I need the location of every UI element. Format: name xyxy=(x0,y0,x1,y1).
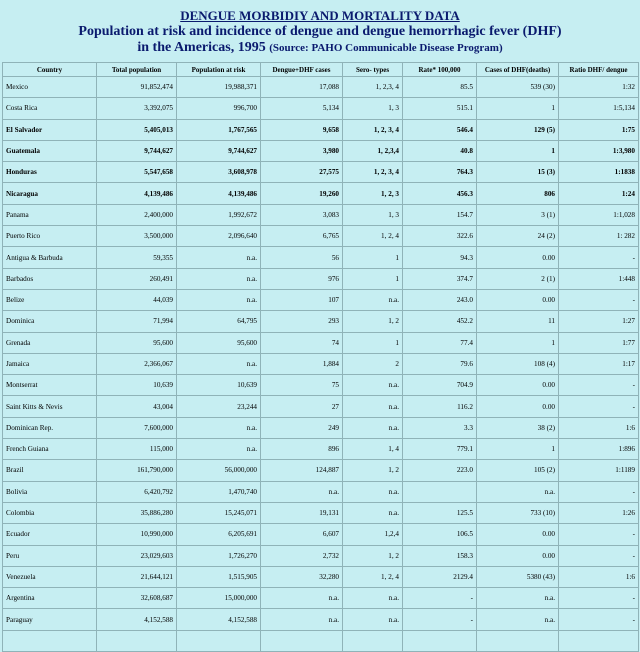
column-header: Cases of DHF(deaths) xyxy=(477,63,559,77)
table-cell: 1, 2 xyxy=(343,460,403,481)
table-cell: 9,744,627 xyxy=(97,140,177,161)
table-cell: - xyxy=(559,609,639,630)
page-title: DENGUE MORBIDIY AND MORTALITY DATA xyxy=(180,8,460,23)
table-cell xyxy=(97,630,177,651)
table-cell: 79.6 xyxy=(403,353,477,374)
table-cell: 124,887 xyxy=(261,460,343,481)
table-cell: 125.5 xyxy=(403,502,477,523)
table-row xyxy=(3,588,639,609)
table-cell: n.a. xyxy=(261,609,343,630)
table-cell: 56 xyxy=(261,247,343,268)
table-cell: 2 xyxy=(343,353,403,374)
table-cell: 0.00 xyxy=(477,247,559,268)
table-cell: n.a. xyxy=(477,588,559,609)
table-body xyxy=(3,77,639,652)
table-row xyxy=(3,268,639,289)
table-cell: 1:6 xyxy=(559,417,639,438)
table-cell: Nicaragua xyxy=(3,183,97,204)
table-row xyxy=(3,183,639,204)
table-cell: 1 xyxy=(477,140,559,161)
column-header: Population at risk xyxy=(177,63,261,77)
table-cell: Barbados xyxy=(3,268,97,289)
table-cell: 9,658 xyxy=(261,119,343,140)
table-cell: 75 xyxy=(261,375,343,396)
table-cell: - xyxy=(559,588,639,609)
table-cell: 896 xyxy=(261,439,343,460)
table-cell: 1:32 xyxy=(559,77,639,98)
table-cell: Guatemala xyxy=(3,140,97,161)
table-cell: 249 xyxy=(261,417,343,438)
table-cell: 3,392,075 xyxy=(97,98,177,119)
table-cell: 1,726,270 xyxy=(177,545,261,566)
table-cell: 1, 2, 4 xyxy=(343,566,403,587)
table-cell: 546.4 xyxy=(403,119,477,140)
table-cell: 0.00 xyxy=(477,396,559,417)
table-cell: 95,600 xyxy=(177,332,261,353)
table-cell: 38 (2) xyxy=(477,417,559,438)
table-cell: 5,405,013 xyxy=(97,119,177,140)
table-cell: 1 xyxy=(343,247,403,268)
table-cell: 1, 3 xyxy=(343,204,403,225)
table-cell: 91,852,474 xyxy=(97,77,177,98)
table-cell: 1, 2, 4 xyxy=(343,226,403,247)
table-cell: 74 xyxy=(261,332,343,353)
table-cell: 95,600 xyxy=(97,332,177,353)
table-cell: 1, 2,3, 4 xyxy=(343,77,403,98)
table-cell: 1,515,905 xyxy=(177,566,261,587)
table-cell: 4,139,486 xyxy=(177,183,261,204)
table-cell: 2,366,067 xyxy=(97,353,177,374)
table-cell: 1:3,980 xyxy=(559,140,639,161)
table-row xyxy=(3,502,639,523)
page-header xyxy=(0,0,640,56)
table-cell: 1:1838 xyxy=(559,162,639,183)
table-cell: 1, 2, 3 xyxy=(343,183,403,204)
column-header: Country xyxy=(3,63,97,77)
table-cell: 1, 2 xyxy=(343,545,403,566)
table-cell: 779.1 xyxy=(403,439,477,460)
table-cell: - xyxy=(403,588,477,609)
table-cell: 1:17 xyxy=(559,353,639,374)
table-cell xyxy=(177,630,261,651)
table-cell: - xyxy=(559,545,639,566)
table-cell: 10,990,000 xyxy=(97,524,177,545)
table-cell: 2,732 xyxy=(261,545,343,566)
table-cell: Argentina xyxy=(3,588,97,609)
table-cell: 6,607 xyxy=(261,524,343,545)
table-cell: Dominica xyxy=(3,311,97,332)
table-cell: Dominican Rep. xyxy=(3,417,97,438)
table-cell: 2129.4 xyxy=(403,566,477,587)
table-cell: 456.3 xyxy=(403,183,477,204)
column-header: Total population xyxy=(97,63,177,77)
table-cell: Belize xyxy=(3,289,97,310)
table-cell: Costa Rica xyxy=(3,98,97,119)
table-cell: n.a. xyxy=(177,268,261,289)
source-note: (Source: PAHO Communicable Disease Program) xyxy=(269,42,503,54)
table-cell: 1, 3 xyxy=(343,98,403,119)
table-cell: - xyxy=(403,609,477,630)
table-cell: 56,000,000 xyxy=(177,460,261,481)
table-cell: 1 xyxy=(477,439,559,460)
table-cell: n.a. xyxy=(343,588,403,609)
table-cell: 1:1189 xyxy=(559,460,639,481)
table-row xyxy=(3,226,639,247)
table-cell: n.a. xyxy=(343,609,403,630)
table-cell: 2,096,640 xyxy=(177,226,261,247)
table-cell: n.a. xyxy=(177,247,261,268)
table-row xyxy=(3,311,639,332)
table-row xyxy=(3,375,639,396)
table-cell: n.a. xyxy=(477,609,559,630)
table-row xyxy=(3,204,639,225)
table-row xyxy=(3,566,639,587)
table-cell: - xyxy=(559,481,639,502)
table-cell: n.a. xyxy=(261,481,343,502)
table-cell: n.a. xyxy=(343,502,403,523)
column-header: Ratio DHF/ dengue xyxy=(559,63,639,77)
table-cell: 23,244 xyxy=(177,396,261,417)
table-cell: 24 (2) xyxy=(477,226,559,247)
table-cell: n.a. xyxy=(177,353,261,374)
table-cell: 9,744,627 xyxy=(177,140,261,161)
table-cell: n.a. xyxy=(343,396,403,417)
table-row xyxy=(3,353,639,374)
table-cell: 1, 2,3,4 xyxy=(343,140,403,161)
table-row xyxy=(3,162,639,183)
table-cell: 0.00 xyxy=(477,375,559,396)
table-cell: French Guiana xyxy=(3,439,97,460)
table-cell: Peru xyxy=(3,545,97,566)
table-cell: 3,083 xyxy=(261,204,343,225)
table-cell: 85.5 xyxy=(403,77,477,98)
table-cell: 1, 2 xyxy=(343,311,403,332)
table-cell: 1,2,4 xyxy=(343,524,403,545)
table-row xyxy=(3,140,639,161)
table-cell: Mexico xyxy=(3,77,97,98)
table-cell: 1,992,672 xyxy=(177,204,261,225)
table-cell: 452.2 xyxy=(403,311,477,332)
table-row xyxy=(3,630,639,651)
table-cell: 374.7 xyxy=(403,268,477,289)
table-cell xyxy=(403,630,477,651)
table-cell: 733 (10) xyxy=(477,502,559,523)
table-cell: 1 xyxy=(477,98,559,119)
table-cell: Venezuela xyxy=(3,566,97,587)
table-row xyxy=(3,481,639,502)
table-cell: 6,765 xyxy=(261,226,343,247)
table-cell: 15,000,000 xyxy=(177,588,261,609)
table-cell: 5,547,658 xyxy=(97,162,177,183)
table-cell: 27,575 xyxy=(261,162,343,183)
table-cell: 15,245,071 xyxy=(177,502,261,523)
table-cell: 129 (5) xyxy=(477,119,559,140)
table-cell: 1,884 xyxy=(261,353,343,374)
table-cell: Antigua & Barbuda xyxy=(3,247,97,268)
table-cell: n.a. xyxy=(343,417,403,438)
table-cell: 77.4 xyxy=(403,332,477,353)
table-cell xyxy=(403,481,477,502)
table-row xyxy=(3,396,639,417)
table-cell: 1 xyxy=(343,332,403,353)
table-cell: 44,039 xyxy=(97,289,177,310)
table-cell: 40.8 xyxy=(403,140,477,161)
table-cell: Colombia xyxy=(3,502,97,523)
table-cell: Honduras xyxy=(3,162,97,183)
table-cell: 1:6 xyxy=(559,566,639,587)
table-cell xyxy=(343,630,403,651)
table-cell: 1, 2, 3, 4 xyxy=(343,162,403,183)
table-cell: n.a. xyxy=(177,439,261,460)
table-cell: 1:77 xyxy=(559,332,639,353)
table-cell: 1:448 xyxy=(559,268,639,289)
table-cell: 1:24 xyxy=(559,183,639,204)
table-cell: 322.6 xyxy=(403,226,477,247)
table-cell: 10,639 xyxy=(177,375,261,396)
table-cell: 17,088 xyxy=(261,77,343,98)
table-cell: n.a. xyxy=(343,375,403,396)
table-cell: 1: 282 xyxy=(559,226,639,247)
table-cell: 5380 (43) xyxy=(477,566,559,587)
table-cell: 116.2 xyxy=(403,396,477,417)
table-cell: 806 xyxy=(477,183,559,204)
table-row xyxy=(3,545,639,566)
table-cell: - xyxy=(559,247,639,268)
table-cell: 1, 4 xyxy=(343,439,403,460)
table-cell: 19,988,371 xyxy=(177,77,261,98)
table-cell: 43,004 xyxy=(97,396,177,417)
table-cell: Panama xyxy=(3,204,97,225)
table-cell: 515.1 xyxy=(403,98,477,119)
table-cell: 1:896 xyxy=(559,439,639,460)
table-cell: 1:27 xyxy=(559,311,639,332)
table-cell: 1:1,028 xyxy=(559,204,639,225)
table-cell: Saint Kitts & Nevis xyxy=(3,396,97,417)
table-cell: El Salvador xyxy=(3,119,97,140)
table-cell: 10,639 xyxy=(97,375,177,396)
table-cell: 64,795 xyxy=(177,311,261,332)
table-cell: 0.00 xyxy=(477,524,559,545)
table-cell: 23,029,603 xyxy=(97,545,177,566)
table-cell: 94.3 xyxy=(403,247,477,268)
table-cell: Bolivia xyxy=(3,481,97,502)
table-cell: 15 (3) xyxy=(477,162,559,183)
table-cell: 161,790,000 xyxy=(97,460,177,481)
table-cell: 1,767,565 xyxy=(177,119,261,140)
table-cell: 4,152,588 xyxy=(177,609,261,630)
table-cell: - xyxy=(559,396,639,417)
table-row xyxy=(3,119,639,140)
table-cell: 260,491 xyxy=(97,268,177,289)
table-cell: 105 (2) xyxy=(477,460,559,481)
table-cell: 2 (1) xyxy=(477,268,559,289)
table-cell: 71,994 xyxy=(97,311,177,332)
table-cell: 107 xyxy=(261,289,343,310)
table-row xyxy=(3,77,639,98)
table-cell: 996,700 xyxy=(177,98,261,119)
table-cell: 764.3 xyxy=(403,162,477,183)
table-cell: Paraguay xyxy=(3,609,97,630)
table-cell: 3,980 xyxy=(261,140,343,161)
table-cell: 11 xyxy=(477,311,559,332)
table-cell xyxy=(477,630,559,651)
table-cell: 108 (4) xyxy=(477,353,559,374)
table-cell: 21,644,121 xyxy=(97,566,177,587)
table-cell: 32,608,687 xyxy=(97,588,177,609)
table-row xyxy=(3,524,639,545)
table-cell xyxy=(3,630,97,651)
table-cell: 59,355 xyxy=(97,247,177,268)
table-cell: 32,280 xyxy=(261,566,343,587)
table-cell: 293 xyxy=(261,311,343,332)
table-cell: 5,134 xyxy=(261,98,343,119)
table-cell: 3.3 xyxy=(403,417,477,438)
table-cell: 1:5,134 xyxy=(559,98,639,119)
table-cell: 35,886,280 xyxy=(97,502,177,523)
subtitle-region-year: in the Americas, 1995 xyxy=(137,40,266,55)
table-cell: Puerto Rico xyxy=(3,226,97,247)
table-cell xyxy=(261,630,343,651)
table-cell: 539 (30) xyxy=(477,77,559,98)
table-row xyxy=(3,439,639,460)
table-cell: 154.7 xyxy=(403,204,477,225)
table-cell: 976 xyxy=(261,268,343,289)
column-header: Sero- types xyxy=(343,63,403,77)
table-cell: 0.00 xyxy=(477,545,559,566)
page-subtitle: Population at risk and incidence of dengue and dengue hemorrhagic fever (DHF) xyxy=(78,24,562,39)
table-cell: 6,205,691 xyxy=(177,524,261,545)
table-cell: 223.0 xyxy=(403,460,477,481)
table-cell: 243.0 xyxy=(403,289,477,310)
table-header-row xyxy=(3,63,639,77)
table-cell: 1 xyxy=(477,332,559,353)
table-cell: 0.00 xyxy=(477,289,559,310)
table-cell: Brazil xyxy=(3,460,97,481)
table-cell: 19,131 xyxy=(261,502,343,523)
table-cell: n.a. xyxy=(343,289,403,310)
table-row xyxy=(3,98,639,119)
table-row xyxy=(3,417,639,438)
table-cell: 3,500,000 xyxy=(97,226,177,247)
table-cell: 115,000 xyxy=(97,439,177,460)
table-cell: Ecuador xyxy=(3,524,97,545)
table-cell: 1:26 xyxy=(559,502,639,523)
table-cell: 2,400,000 xyxy=(97,204,177,225)
table-cell: n.a. xyxy=(177,289,261,310)
table-cell: - xyxy=(559,524,639,545)
table-cell: n.a. xyxy=(261,588,343,609)
table-cell: Jamaica xyxy=(3,353,97,374)
table-cell: 4,139,486 xyxy=(97,183,177,204)
table-row xyxy=(3,332,639,353)
table-cell: 1:75 xyxy=(559,119,639,140)
table-cell: 4,152,588 xyxy=(97,609,177,630)
table-cell: 19,260 xyxy=(261,183,343,204)
table-row xyxy=(3,609,639,630)
page-subtitle-line2 xyxy=(0,40,640,56)
column-header: Rate* 100,000 xyxy=(403,63,477,77)
table-cell: n.a. xyxy=(477,481,559,502)
table-cell: n.a. xyxy=(343,481,403,502)
table-cell: 6,420,792 xyxy=(97,481,177,502)
table-cell: - xyxy=(559,289,639,310)
dengue-data-table xyxy=(2,62,639,652)
table-cell: 7,600,000 xyxy=(97,417,177,438)
table-cell: - xyxy=(559,375,639,396)
table-row xyxy=(3,289,639,310)
table-cell: n.a. xyxy=(177,417,261,438)
table-cell: Montserrat xyxy=(3,375,97,396)
table-cell: 704.9 xyxy=(403,375,477,396)
table-row xyxy=(3,247,639,268)
table-cell: 106.5 xyxy=(403,524,477,545)
table-cell: 1,470,740 xyxy=(177,481,261,502)
table-cell: 27 xyxy=(261,396,343,417)
table-cell: 3 (1) xyxy=(477,204,559,225)
table-cell: 158.3 xyxy=(403,545,477,566)
table-row xyxy=(3,460,639,481)
table-cell: 1 xyxy=(343,268,403,289)
table-cell xyxy=(559,630,639,651)
table-cell: 1, 2, 3, 4 xyxy=(343,119,403,140)
table-cell: 3,608,978 xyxy=(177,162,261,183)
column-header: Dengue+DHF cases xyxy=(261,63,343,77)
table-cell: Grenada xyxy=(3,332,97,353)
